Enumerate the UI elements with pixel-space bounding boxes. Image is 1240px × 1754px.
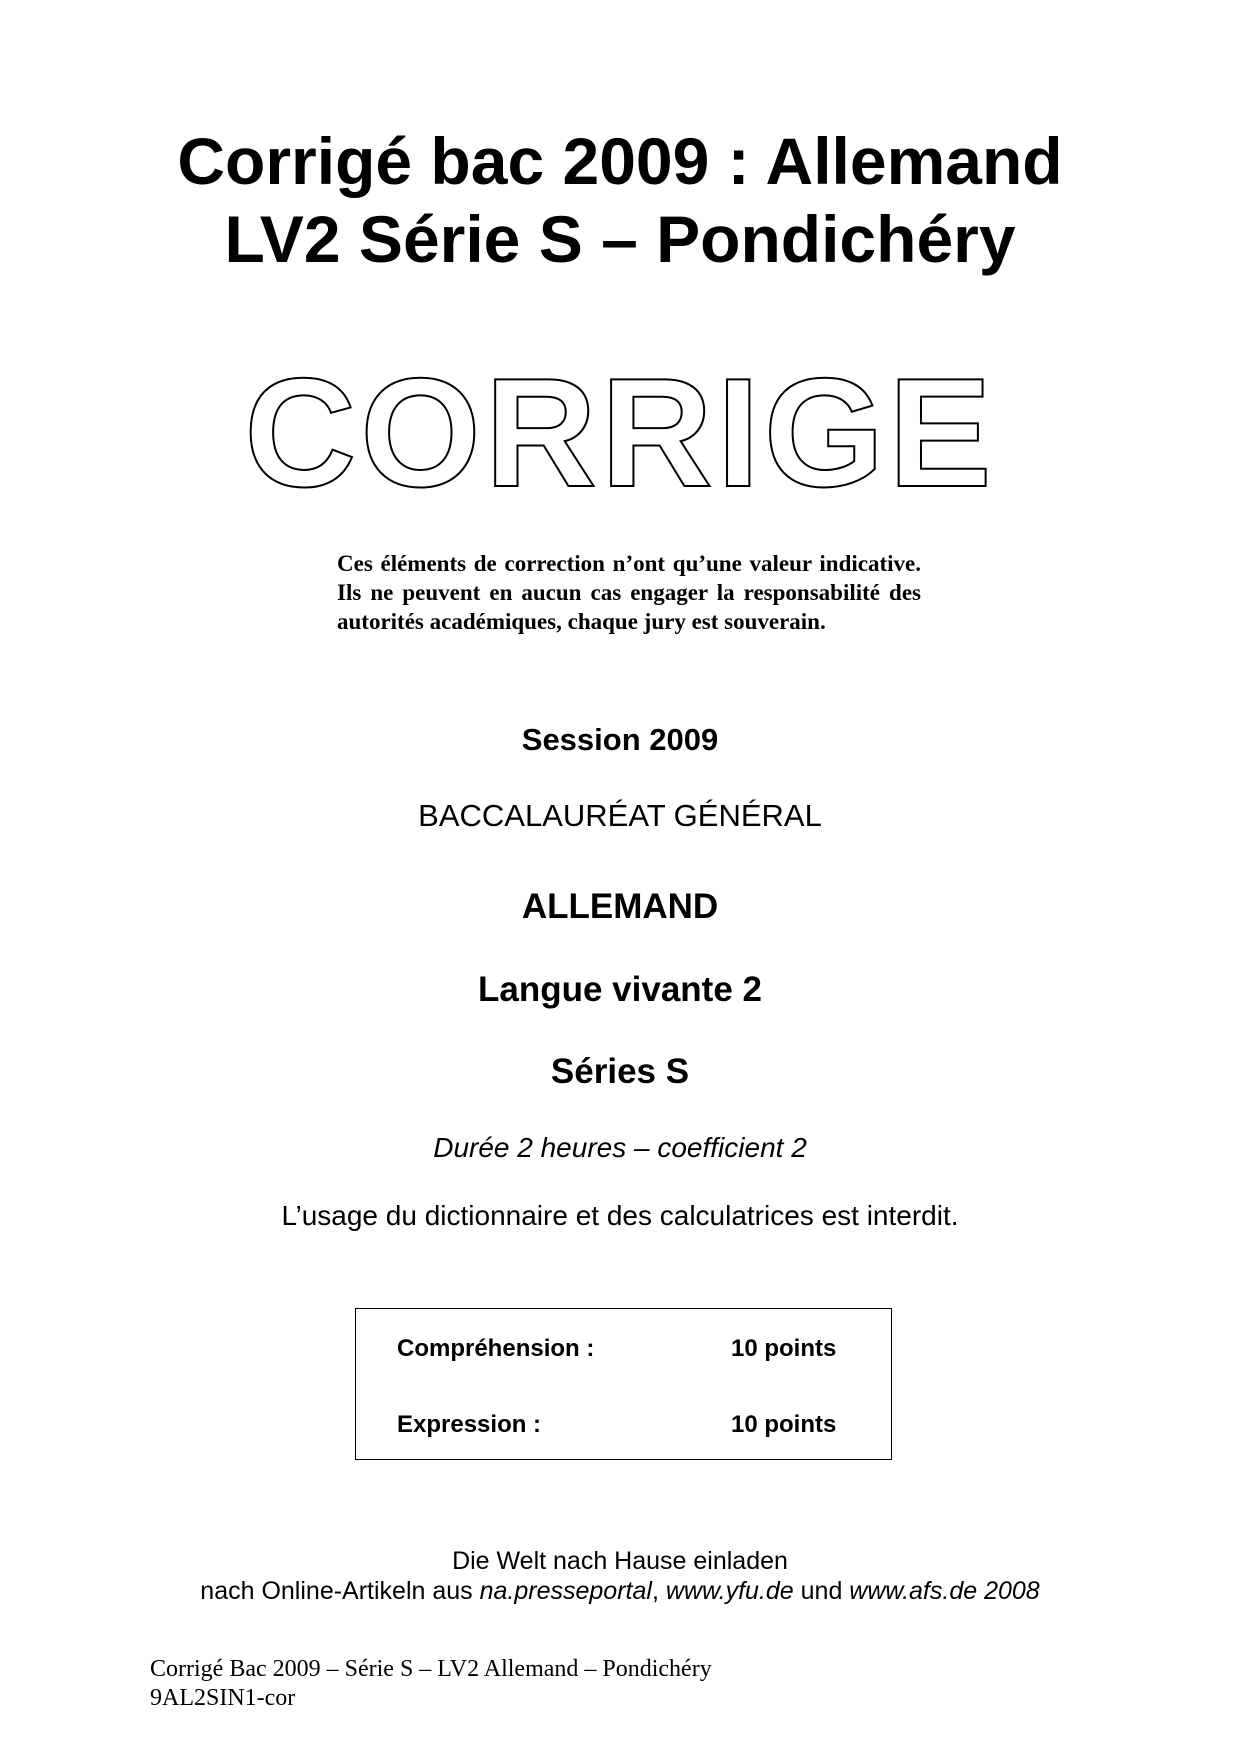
footer-line-1: Corrigé Bac 2009 – Série S – LV2 Allemand – Pondichéry bbox=[150, 1656, 712, 1682]
source-credit bbox=[0, 1546, 1240, 1606]
score-row-expression bbox=[397, 1410, 850, 1440]
title-line-1: Corrigé bac 2009 : Allemand bbox=[177, 124, 1063, 198]
language-level: Langue vivante 2 bbox=[478, 970, 762, 1009]
source-site-yfu: www.yfu.de bbox=[665, 1577, 794, 1605]
source-title: Die Welt nach Hause einladen bbox=[452, 1547, 788, 1575]
score-row-comprehension bbox=[397, 1334, 850, 1364]
score-table bbox=[355, 1308, 892, 1460]
exam-type: BACCALAURÉAT GÉNÉRAL bbox=[418, 798, 822, 833]
page-footer bbox=[150, 1655, 712, 1713]
disclaimer-text: Ces éléments de correction n’ont qu’une valeur indicative. Ils ne peuvent en aucun cas engager la responsabilité des autorités académiques, chaque jury est souverain. bbox=[337, 551, 921, 634]
score-value: 10 points bbox=[731, 1411, 837, 1438]
series-heading: Séries S bbox=[550, 1052, 690, 1091]
score-label: Expression : bbox=[397, 1411, 542, 1438]
footer-line-2: 9AL2SIN1-cor bbox=[150, 1685, 296, 1711]
usage-notice: L’usage du dictionnaire et des calculatrices est interdit. bbox=[281, 1200, 959, 1231]
title-line-2: LV2 Série S – Pondichéry bbox=[224, 202, 1016, 276]
duration-coefficient: Durée 2 heures – coefficient 2 bbox=[433, 1132, 807, 1163]
page-title bbox=[0, 122, 1240, 278]
source-line bbox=[0, 1576, 1240, 1606]
source-site-afs: www.afs.de 2008 bbox=[849, 1577, 1040, 1605]
score-value: 10 points bbox=[731, 1335, 837, 1362]
source-site-presseportal: na.presseportal bbox=[479, 1577, 652, 1605]
source-prefix: nach Online-Artikeln aus bbox=[200, 1577, 480, 1605]
score-label: Compréhension : bbox=[397, 1335, 595, 1362]
session-heading: Session 2009 bbox=[521, 722, 719, 757]
source-separator: und bbox=[793, 1577, 850, 1605]
subject-heading: ALLEMAND bbox=[521, 887, 719, 926]
corrige-stamp: CORRIGE bbox=[244, 346, 996, 519]
source-separator: , bbox=[651, 1577, 666, 1605]
